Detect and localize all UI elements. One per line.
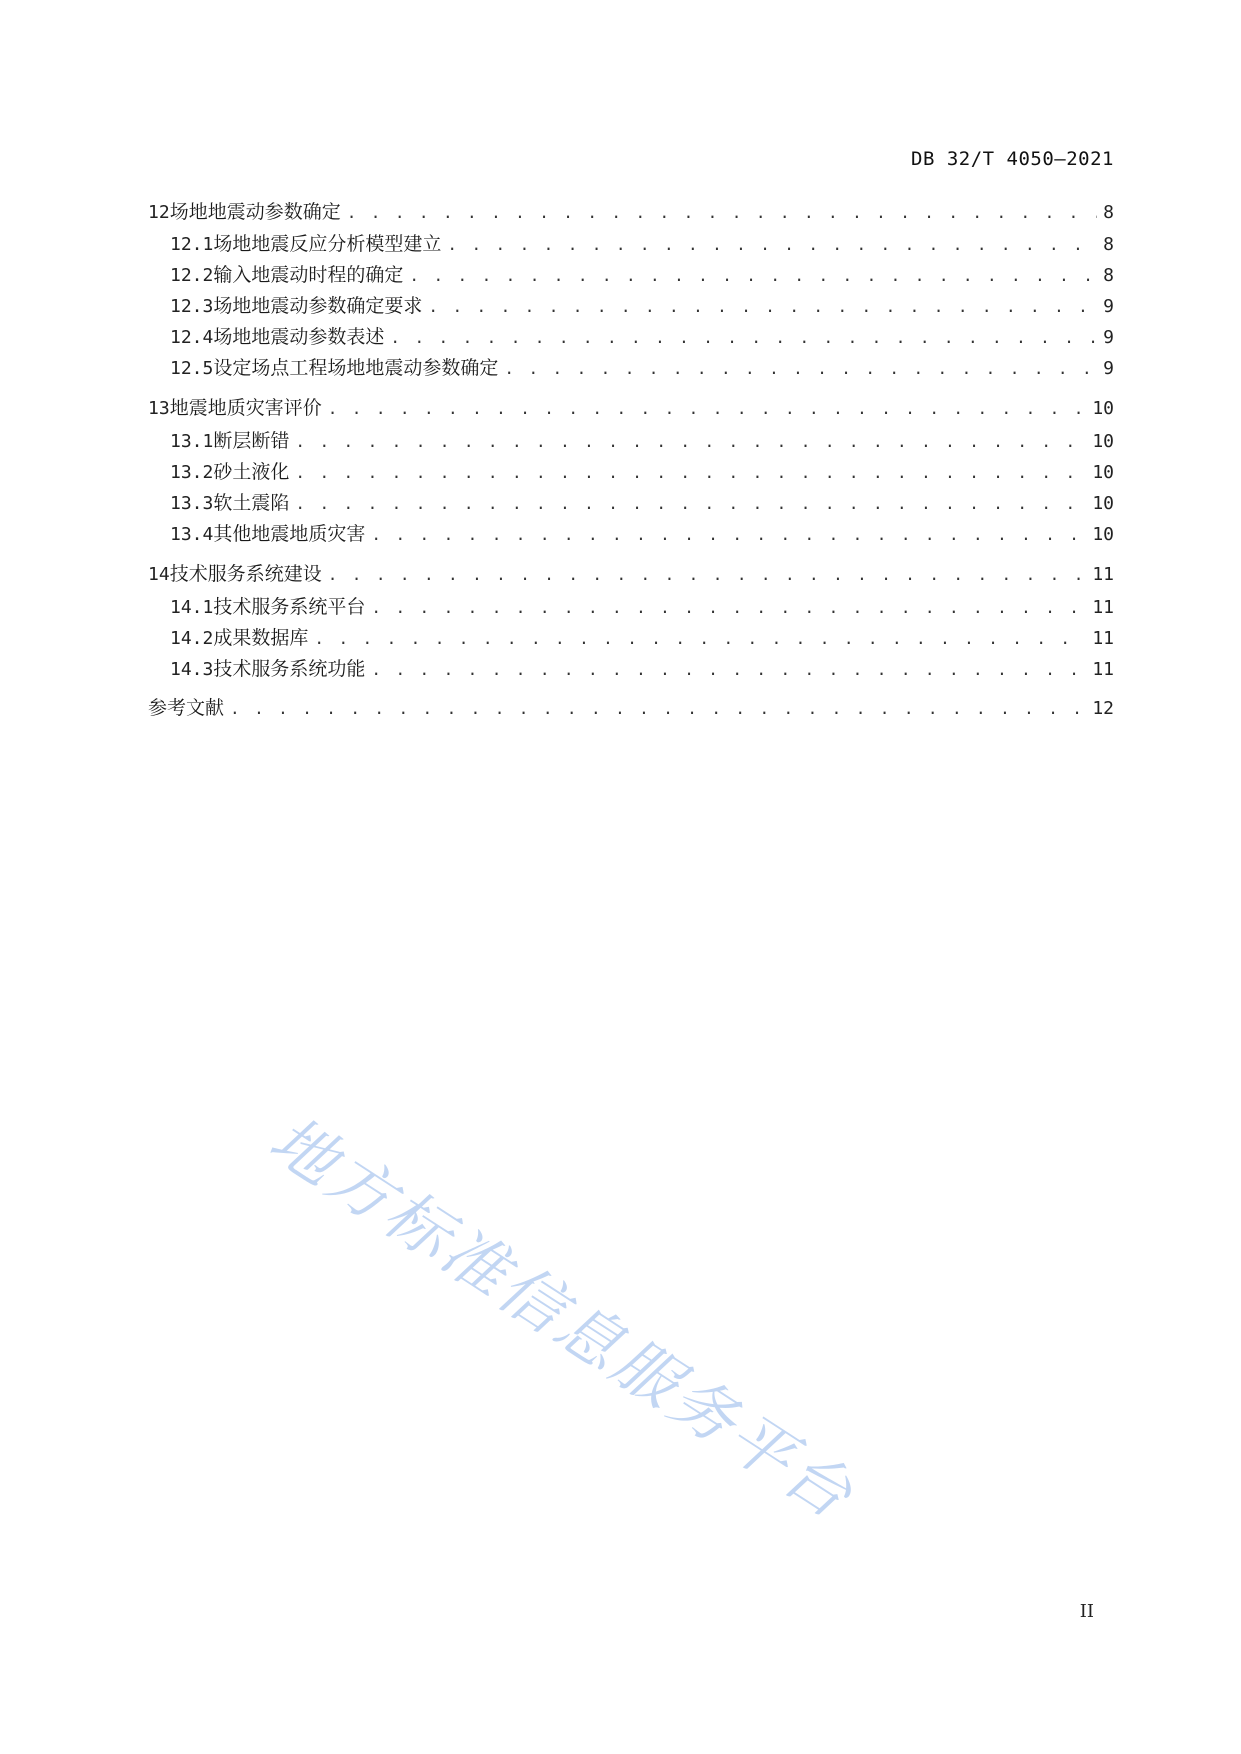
toc-entry-title: 场地地震动参数表述 xyxy=(213,326,385,348)
toc-entry-page: 8 xyxy=(1103,234,1114,255)
toc-entry-page: 8 xyxy=(1103,202,1114,223)
toc-entry-number: 13.3 xyxy=(170,493,214,514)
toc-entry-number: 12 xyxy=(148,202,170,223)
toc-leader-dots xyxy=(428,293,1097,321)
toc-entry-title: 参考文献 xyxy=(148,697,225,719)
toc-entry-12-3[interactable] xyxy=(148,292,1114,320)
toc-entry-page: 9 xyxy=(1103,358,1114,379)
toc-entry-title: 设定场点工程场地地震动参数确定 xyxy=(213,357,499,379)
toc-entry-13-3[interactable] xyxy=(148,489,1114,517)
toc-entry-number: 12.3 xyxy=(170,296,214,317)
toc-leader-dots xyxy=(371,521,1086,549)
toc-entry-page: 12 xyxy=(1092,698,1114,719)
toc-entry-13-1[interactable] xyxy=(148,427,1114,455)
toc-entry-title: 技术服务系统平台 xyxy=(213,596,366,618)
toc-leader-dots xyxy=(504,355,1097,383)
toc-leader-dots xyxy=(371,594,1086,622)
toc-entry-13[interactable] xyxy=(148,394,1114,422)
toc-entry-page: 11 xyxy=(1092,564,1114,585)
toc-entry-number: 12.2 xyxy=(170,265,214,286)
toc-leader-dots xyxy=(295,428,1086,456)
toc-entry-title: 地震地质灾害评价 xyxy=(169,397,322,419)
toc-entry-number: 12.5 xyxy=(170,358,214,379)
toc-entry-page: 11 xyxy=(1092,597,1114,618)
toc-entry-page: 10 xyxy=(1092,462,1114,483)
toc-entry-title: 技术服务系统功能 xyxy=(213,658,366,680)
toc-entry-title: 断层断错 xyxy=(213,430,290,452)
toc-leader-dots xyxy=(230,695,1086,723)
toc-entry-page: 10 xyxy=(1092,431,1114,452)
toc-entry-page: 11 xyxy=(1092,659,1114,680)
toc-entry-page: 9 xyxy=(1103,327,1114,348)
toc-leader-dots xyxy=(390,324,1097,352)
toc-entry-page: 9 xyxy=(1103,296,1114,317)
toc-entry-14-2[interactable] xyxy=(148,624,1114,652)
toc-entry-number: 12.4 xyxy=(170,327,214,348)
toc-entry-title: 砂土液化 xyxy=(213,461,290,483)
toc-leader-dots xyxy=(328,395,1087,423)
toc-entry-number: 14.1 xyxy=(170,597,214,618)
toc-entry-title: 场地地震动参数确定 xyxy=(169,201,341,223)
toc-entry-title: 成果数据库 xyxy=(213,627,309,649)
toc-leader-dots xyxy=(328,561,1087,589)
toc-entry-number: 14 xyxy=(148,564,170,585)
toc-entry-12[interactable] xyxy=(148,198,1114,226)
toc-entry-title: 技术服务系统建设 xyxy=(169,563,322,585)
toc-leader-dots xyxy=(409,262,1097,290)
toc-entry-number: 13.1 xyxy=(170,431,214,452)
toc-leader-dots xyxy=(371,656,1086,684)
toc-leader-dots xyxy=(347,199,1097,227)
toc-entry-14-3[interactable] xyxy=(148,655,1114,683)
toc-entry-references[interactable] xyxy=(148,694,1114,722)
toc-leader-dots xyxy=(295,490,1086,518)
toc-leader-dots xyxy=(314,625,1086,653)
toc-entry-title: 其他地震地质灾害 xyxy=(213,523,366,545)
toc-leader-dots xyxy=(295,459,1086,487)
toc-entry-number: 13.4 xyxy=(170,524,214,545)
toc-entry-13-4[interactable] xyxy=(148,520,1114,548)
toc-entry-13-2[interactable] xyxy=(148,458,1114,486)
toc-entry-12-5[interactable] xyxy=(148,354,1114,382)
toc-entry-title: 软土震陷 xyxy=(213,492,290,514)
toc-entry-14-1[interactable] xyxy=(148,593,1114,621)
toc-entry-page: 11 xyxy=(1092,628,1114,649)
document-code: DB 32/T 4050—2021 xyxy=(911,148,1114,170)
toc-entry-page: 10 xyxy=(1092,398,1114,419)
toc-entry-title: 输入地震动时程的确定 xyxy=(213,264,404,286)
toc-entry-title: 场地地震动参数确定要求 xyxy=(213,295,423,317)
toc-entry-title: 场地地震反应分析模型建立 xyxy=(213,233,442,255)
toc-entry-number: 14.3 xyxy=(170,659,214,680)
toc-entry-number: 13.2 xyxy=(170,462,214,483)
toc-entry-14[interactable] xyxy=(148,560,1114,588)
toc-entry-page: 10 xyxy=(1092,524,1114,545)
watermark-text: 地方标准信息服务平台 xyxy=(256,1102,868,1535)
toc-entry-12-2[interactable] xyxy=(148,261,1114,289)
toc-entry-number: 14.2 xyxy=(170,628,214,649)
toc-entry-page: 8 xyxy=(1103,265,1114,286)
toc-entry-number: 13 xyxy=(148,398,170,419)
toc-entry-page: 10 xyxy=(1092,493,1114,514)
toc-leader-dots xyxy=(447,231,1097,259)
toc-entry-12-4[interactable] xyxy=(148,323,1114,351)
toc-entry-12-1[interactable] xyxy=(148,230,1114,258)
toc-entry-number: 12.1 xyxy=(170,234,214,255)
page-number: II xyxy=(1079,1601,1094,1622)
